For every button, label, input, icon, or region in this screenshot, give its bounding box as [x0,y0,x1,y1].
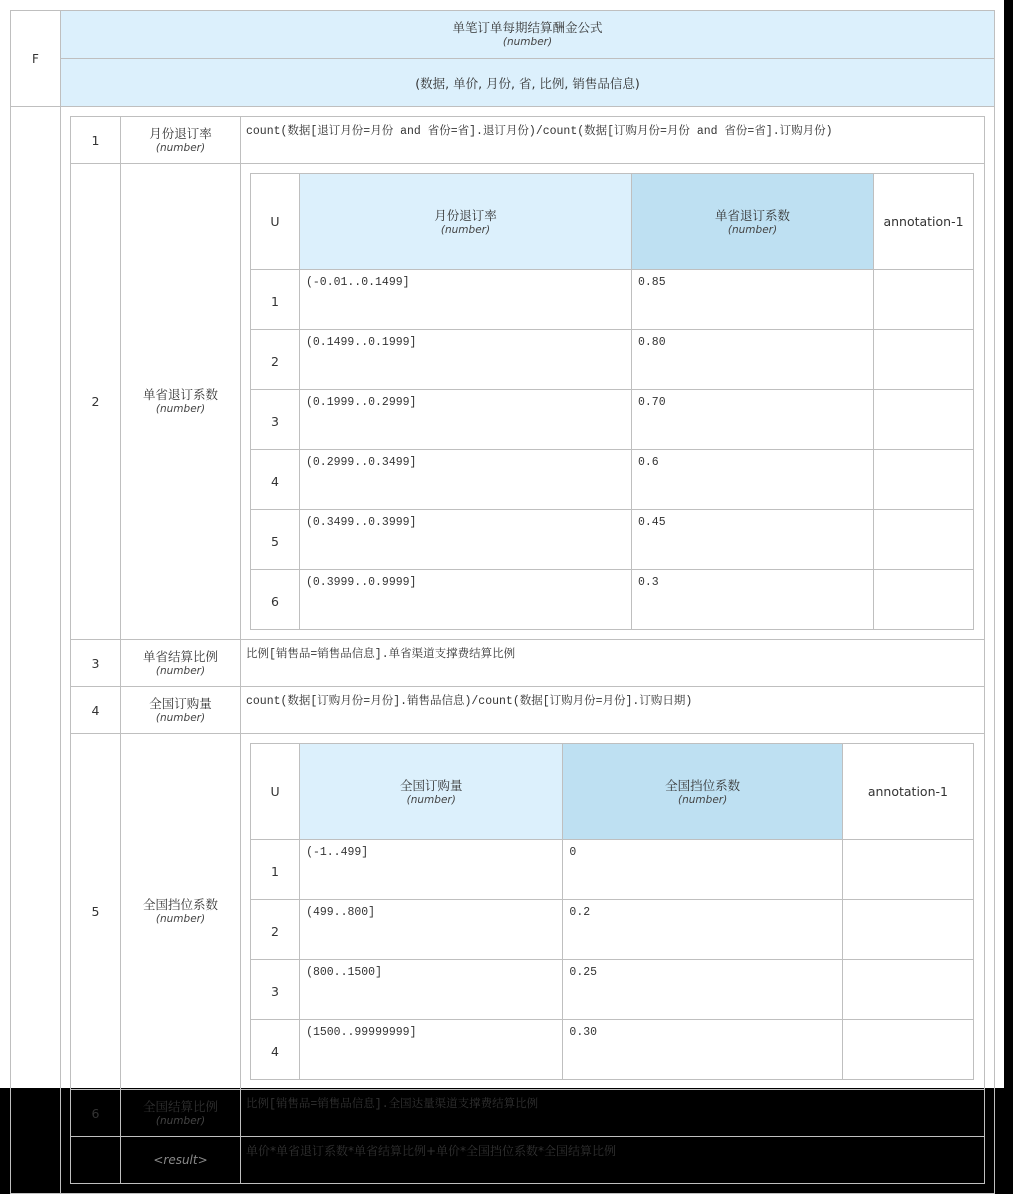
annotation-entry[interactable] [842,960,973,1020]
input-entry[interactable]: (0.1999..0.2999] [300,390,632,450]
annotation-entry[interactable] [874,330,974,390]
entry-name: 全国挡位系数 [142,897,218,912]
output-column-header[interactable] [563,744,842,840]
input-column-header[interactable] [300,174,632,270]
input-entry[interactable]: (499..800] [300,900,563,960]
input-entry[interactable]: (800..1500] [300,960,563,1020]
entry-name-cell[interactable] [121,687,241,734]
entry-expression[interactable]: count(数据[退订月份=月份 and 省份=省].退订月份)/count(数据[订购月份=月份 and 省份=省].订购月份) [241,117,985,164]
annotation-entry[interactable] [874,390,974,450]
input-header-type: (number) [406,794,456,806]
rule-number: 4 [251,1020,300,1080]
entry-index: 1 [71,117,121,164]
entry-decision-table-cell [241,164,985,640]
input-entry[interactable]: (-1..499] [300,840,563,900]
rule-row [251,510,974,570]
rule-row [251,270,974,330]
entry-expression[interactable]: count(数据[订购月份=月份].销售品信息)/count(数据[订购月份=月份].订购日期) [241,687,985,734]
annotation-entry[interactable] [842,840,973,900]
rule-number: 1 [251,840,300,900]
output-header-label: 单省退订系数 [714,208,790,223]
entry-name-cell[interactable] [121,117,241,164]
rule-number: 5 [251,510,300,570]
input-header-label: 月份退订率 [434,208,497,223]
entry-decision-table-cell [241,734,985,1090]
entry-type: (number) [155,913,206,925]
rule-row [251,390,974,450]
rule-row [251,960,974,1020]
output-entry[interactable]: 0.80 [632,330,874,390]
entry-expression[interactable]: 比例[销售品=销售品信息].单省渠道支撑费结算比例 [241,640,985,687]
entry-name: 全国结算比例 [142,1098,218,1114]
hit-policy-cell[interactable]: F [11,11,61,107]
input-header-label: 全国订购量 [399,778,463,793]
output-entry[interactable]: 0.2 [563,900,842,960]
rule-number: 3 [251,390,300,450]
decision-title-type: (number) [502,36,553,48]
output-header-type: (number) [678,794,728,806]
output-column-header[interactable] [632,174,874,270]
annotation-column-header[interactable]: annotation-1 [874,174,974,270]
entry-type: (number) [155,664,206,677]
entry-name: 单省退订系数 [142,387,218,402]
rule-number: 6 [251,570,300,630]
output-header-label: 全国挡位系数 [665,778,741,793]
entry-name-cell[interactable] [121,734,241,1090]
entry-type: (number) [155,1114,206,1127]
annotation-entry[interactable] [842,1020,973,1080]
entry-index: 2 [71,164,121,640]
input-entry[interactable]: (1500..99999999] [300,1020,563,1080]
rule-row [251,570,974,630]
result-expression[interactable]: 单价*单省退订系数*单省结算比例+单价*全国挡位系数*全国结算比例 [241,1137,985,1184]
entry-type: (number) [155,711,206,724]
input-column-header[interactable] [300,744,563,840]
entry-index: 3 [71,640,121,687]
result-index [71,1137,121,1184]
output-entry[interactable]: 0.25 [563,960,842,1020]
entry-name-cell[interactable] [121,1090,241,1137]
entry-index: 4 [71,687,121,734]
hit-policy-cell[interactable]: U [251,744,300,840]
output-entry[interactable]: 0.45 [632,510,874,570]
input-entry[interactable]: (0.3499..0.3999] [300,510,632,570]
input-entry[interactable]: (0.3999..0.9999] [300,570,632,630]
entry-type: (number) [155,141,206,154]
annotation-entry[interactable] [842,900,973,960]
hit-policy-cell[interactable]: U [251,174,300,270]
national-tier-coefficient-table [250,743,974,1080]
entry-index: 6 [71,1090,121,1137]
input-entry[interactable]: (-0.01..0.1499] [300,270,632,330]
context-result-row [71,1137,985,1184]
output-entry[interactable]: 0.3 [632,570,874,630]
input-entry[interactable]: (0.2999..0.3499] [300,450,632,510]
rule-row [251,1020,974,1080]
rule-number: 2 [251,330,300,390]
annotation-entry[interactable] [874,510,974,570]
decision-table [10,10,995,1194]
rule-row [251,900,974,960]
decision-title: 单笔订单每期结算酬金公式 [452,20,603,35]
context-entry [71,640,985,687]
context-table [70,116,985,1184]
output-entry[interactable]: 0.6 [632,450,874,510]
entry-index: 5 [71,734,121,1090]
annotation-column-header[interactable]: annotation-1 [842,744,973,840]
entry-name-cell[interactable] [121,640,241,687]
context-entry [71,1090,985,1137]
rule-number: 1 [251,270,300,330]
output-entry[interactable]: 0.30 [563,1020,842,1080]
entry-name: 全国订购量 [149,695,212,711]
rule-number: 4 [251,450,300,510]
annotation-entry[interactable] [874,570,974,630]
output-entry[interactable]: 0.85 [632,270,874,330]
context-entry [71,734,985,1090]
refund-coefficient-table [250,173,974,630]
context-entry [71,164,985,640]
context-entry [71,117,985,164]
output-header-type: (number) [727,224,778,236]
entry-name-cell[interactable] [121,164,241,640]
entry-name: 单省结算比例 [142,648,218,664]
output-entry[interactable]: 0 [563,840,842,900]
rule-row [251,330,974,390]
annotation-entry[interactable] [874,450,974,510]
result-label: <result> [121,1137,241,1184]
annotation-entry[interactable] [874,270,974,330]
input-entry[interactable]: (0.1499..0.1999] [300,330,632,390]
rule-row [251,450,974,510]
body-gutter [11,107,61,1194]
rule-number: 3 [251,960,300,1020]
rule-number: 2 [251,900,300,960]
context-body [61,107,995,1194]
output-entry[interactable]: 0.70 [632,390,874,450]
entry-expression[interactable]: 比例[销售品=销售品信息].全国达量渠道支撑费结算比例 [241,1090,985,1137]
rule-row [251,840,974,900]
input-header-type: (number) [440,224,491,236]
entry-type: (number) [155,403,206,415]
context-entry [71,687,985,734]
decision-title-cell[interactable] [61,11,995,59]
decision-parameters[interactable]: (数据, 单价, 月份, 省, 比例, 销售品信息) [61,59,995,107]
entry-name: 月份退订率 [149,125,212,141]
